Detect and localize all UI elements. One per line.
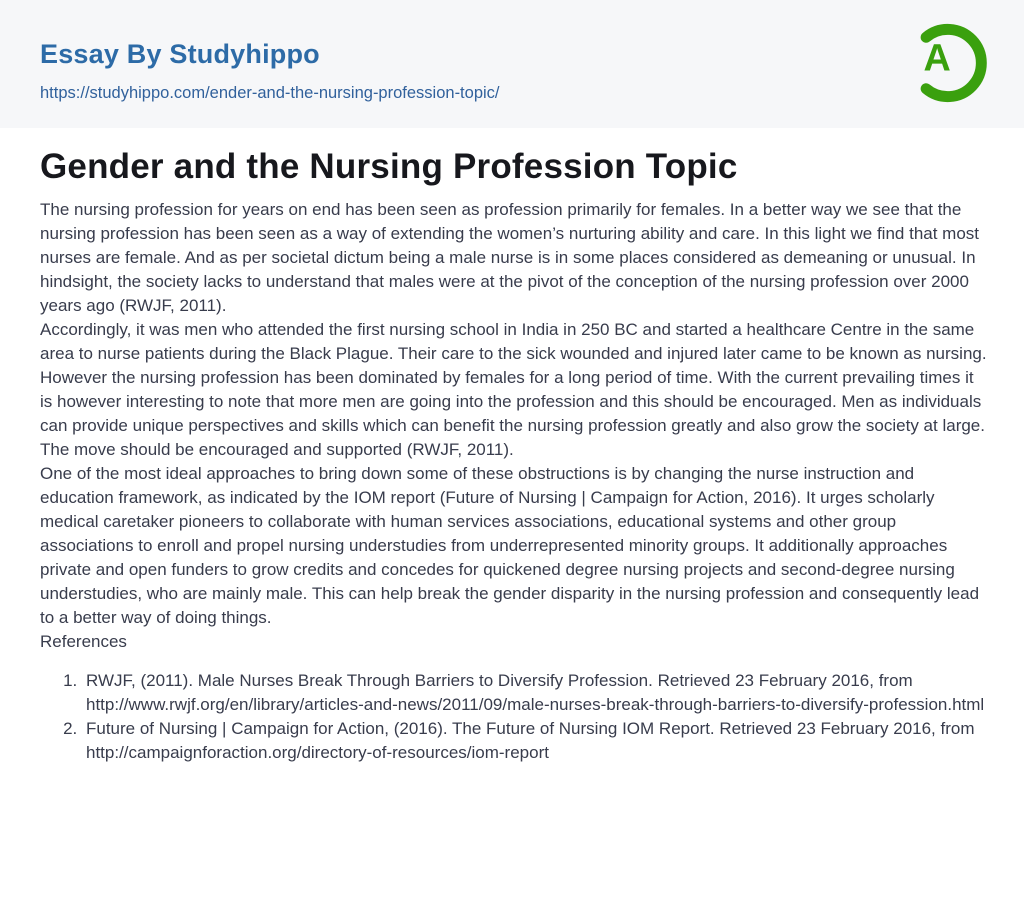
reference-item-2: 2. Future of Nursing | Campaign for Action, (2016). The Future of Nursing IOM Report. Retrieved 23 February 2016, from http://campaignforaction.org/directory-of-resources/iom-report bbox=[82, 717, 988, 765]
header bbox=[0, 0, 1024, 128]
references-heading: References bbox=[40, 632, 127, 652]
studyhippo-logo-icon bbox=[904, 21, 988, 105]
paragraph-1: The nursing profession for years on end has been seen as profession primarily for females. In a better way we see that the nursing profession has been seen as a way of extending the women’s nurturing ability and care. In this light we find that most nurses are female. And as per societal dictum being a male nurse is in some places considered as demeaning or unusual. In hindsight, the society lacks to understand that males were at the pivot of the conception of the nursing profession over 2000 years ago (RWJF, 2011). bbox=[40, 200, 980, 316]
site-title[interactable]: Essay By Studyhippo bbox=[40, 39, 320, 69]
reference-item-1: 1. RWJF, (2011). Male Nurses Break Through Barriers to Diversify Profession. Retrieved 23 February 2016, from http://www.rwjf.org/en/library/articles-and-news/2011/09/male-nurses-break-through-barriers-to-diversify-profession.html bbox=[82, 669, 988, 717]
paragraph-2: Accordingly, it was men who attended the first nursing school in India in 250 BC and started a healthcare Centre in the same area to nurse patients during the Black Plague. Their care to the sick wounded and injured later came to be known as nursing. However the nursing profession has been dominated by females for a long period of time. With the current prevailing times it is however interesting to note that more men are going into the profession and this should be encouraged. Men as individuals can provide unique perspectives and skills which can benefit the nursing profession greatly and also grow the society at large. The move should be encouraged and supported (RWJF, 2011). bbox=[40, 320, 987, 460]
essay-title: Gender and the Nursing Profession Topic bbox=[40, 147, 738, 187]
page-url-link[interactable]: https://studyhippo.com/ender-and-the-nursing-profession-topic/ bbox=[40, 84, 500, 103]
letter-a-icon: A bbox=[923, 37, 951, 80]
paragraph-3: One of the most ideal approaches to bring down some of these obstructions is by changing the nurse instruction and education framework, as indicated by the IOM report (Future of Nursing | Campaign for Action, 2016). It urges scholarly medical caretaker pioneers to collaborate with human services associations, educational systems and other group associations to enroll and propel nursing understudies from underrepresented minority groups. It additionally approaches private and open funders to grow credits and concedes for quickened degree nursing projects and second-degree nursing understudies, who are mainly male. This can help break the gender disparity in the nursing profession and consequently lead to a better way of doing things. bbox=[40, 464, 980, 628]
references-list bbox=[40, 669, 988, 765]
essay-content bbox=[0, 128, 1024, 825]
